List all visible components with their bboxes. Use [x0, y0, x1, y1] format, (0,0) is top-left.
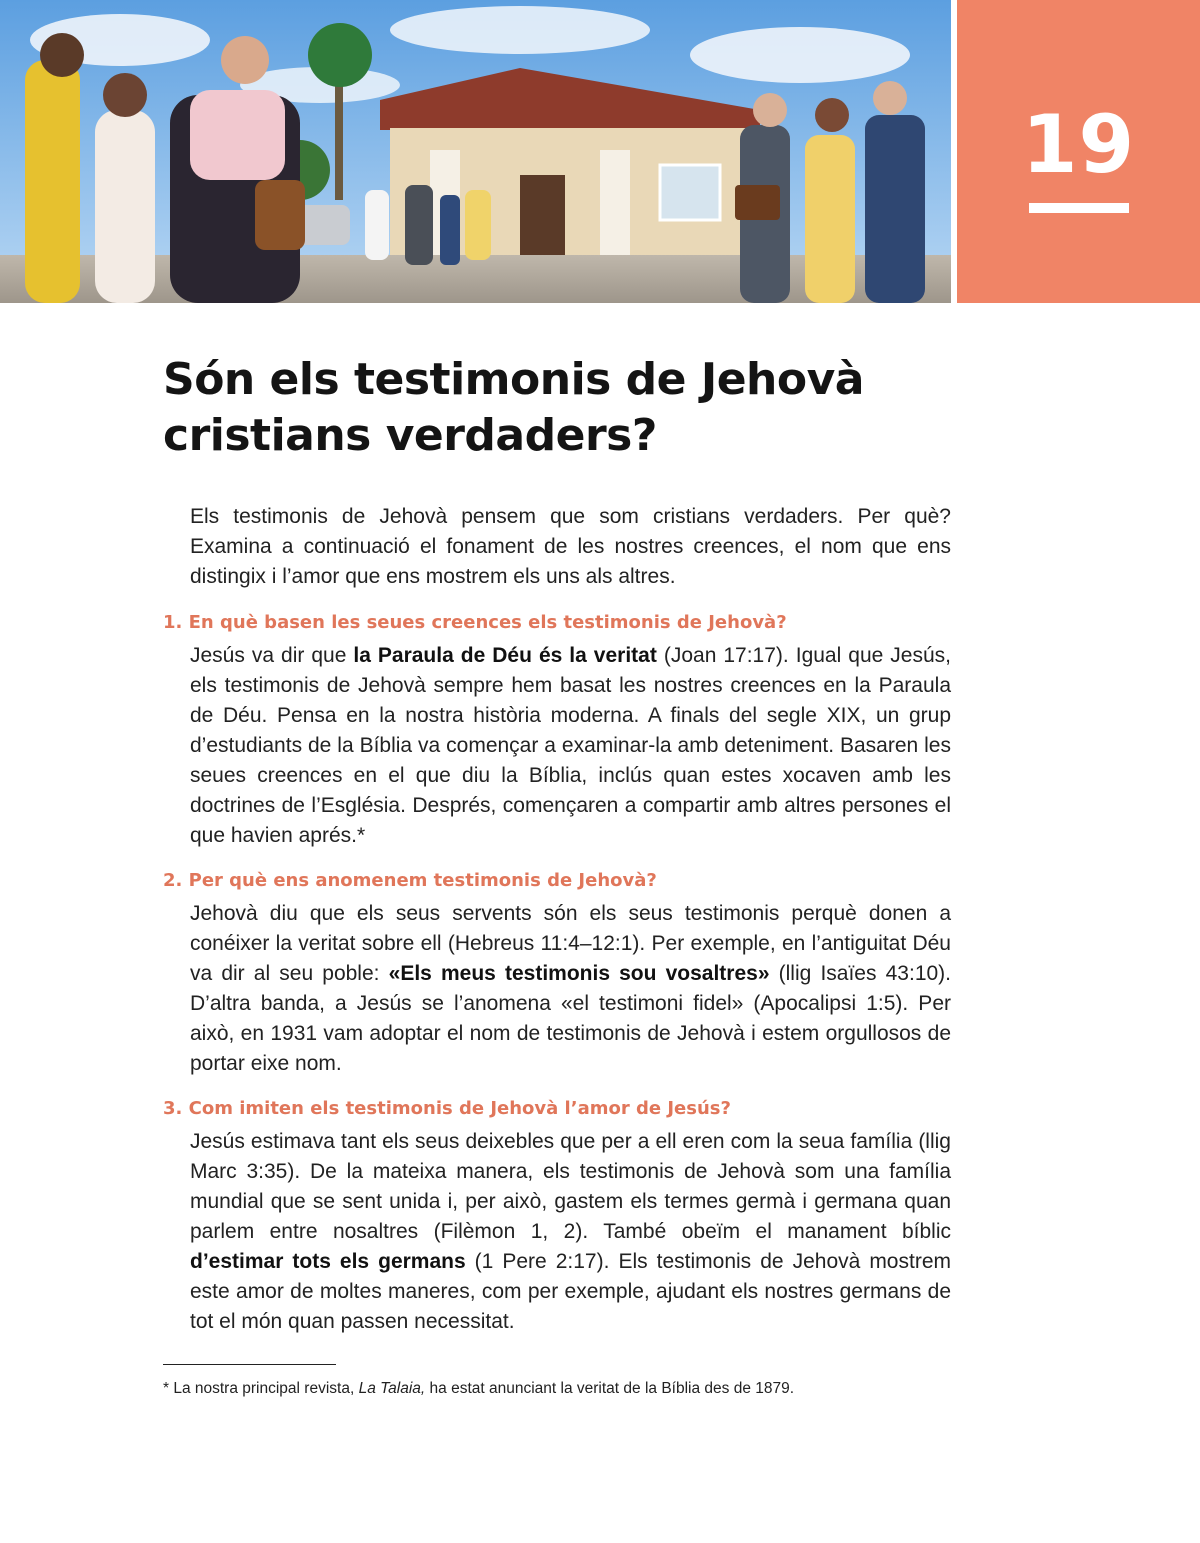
answer-1-text-cont: (Joan 17:17). Igual que Jesús, els testimonis de Jehovà sempre hem basat les nostres creences en la Paraula de Déu. Pensa en la nostra història moderna. A finals del segle XIX, un grup d’estudiants de la Bíblia va començar a examinar-la amb deteniment. Basaren les seues creences en el que diu la Bíblia, inclús quan estes xocaven amb les doctrines de l’Església. Després, començaren a compartir amb altres persones el que havien aprés.* — [190, 644, 951, 847]
answer-2 — [190, 899, 951, 1079]
question-2: 2. Per què ens anomenem testimonis de Jehovà? — [163, 870, 657, 891]
lesson-badge — [957, 0, 1200, 303]
intro-paragraph: Els testimonis de Jehovà pensem que som cristians verdaders. Per què? Examina a continuació el fonament de les nostres creences, el nom que ens distingix i l’amor que ens mostrem els uns als altres. — [190, 505, 951, 588]
lesson-body — [163, 502, 951, 1337]
answer-1 — [190, 641, 951, 851]
hero-illustration — [0, 0, 951, 303]
answer-1-emphasis: la Paraula de Déu és la veritat — [353, 644, 657, 667]
answer-3-text-cont: (1 Pere 2:17). Els testimonis de Jehovà mostrem este amor de moltes maneres, com per exemple, ajudant els nostres germans de tot el món quan passen necessitat. — [190, 1250, 951, 1333]
answer-1-text: Jesús va dir que — [190, 644, 354, 667]
footnote — [163, 1378, 953, 1400]
answer-3-emphasis: d’estimar tots els germans — [190, 1250, 466, 1273]
footnote-title: La Talaia, — [358, 1380, 426, 1397]
answer-2-emphasis: «Els meus testimonis sou vosaltres» — [388, 962, 770, 985]
lesson-number: 19 — [1021, 98, 1136, 191]
footnote-text-cont: ha estat anunciant la veritat de la Bíblia des de 1879. — [425, 1380, 795, 1397]
footnote-divider — [163, 1364, 336, 1365]
badge-divider — [1029, 203, 1129, 213]
question-1: 1. En què basen les seues creences els testimonis de Jehovà? — [163, 612, 787, 633]
page-title: Són els testimonis de Jehovà cristians verdaders? — [163, 354, 864, 461]
footnote-text: * La nostra principal revista, — [163, 1380, 359, 1397]
answer-3-text: Jesús estimava tant els seus deixebles que per a ell eren com la seua família (llig Marc 3:35). De la mateixa manera, els testimonis de Jehovà som una família mundial que se sent unida i, per això, gastem els termes germà i germana quan parlem entre nosaltres (Filèmon 1, 2). També obeïm el manament bíblic — [190, 1130, 951, 1243]
question-3: 3. Com imiten els testimonis de Jehovà l’amor de Jesús? — [163, 1098, 731, 1119]
hero-photo — [0, 0, 951, 303]
answer-2-text-cont: (llig Isaïes 43:10). D’altra banda, a Jesús se l’anomena «el testimoni fidel» (Apocalipsi 1:5). Per això, en 1931 vam adoptar el nom de testimonis de Jehovà i estem orgullosos de portar eixe nom. — [190, 962, 952, 1075]
answer-3 — [190, 1127, 951, 1337]
answer-2-text: Jehovà diu que els seus servents són els seus testimonis perquè donen a conéixer la veritat sobre ell (Hebreus 11:4–12:1). Per exemple, en l’antiguitat Déu va dir al seu poble: — [190, 902, 951, 985]
